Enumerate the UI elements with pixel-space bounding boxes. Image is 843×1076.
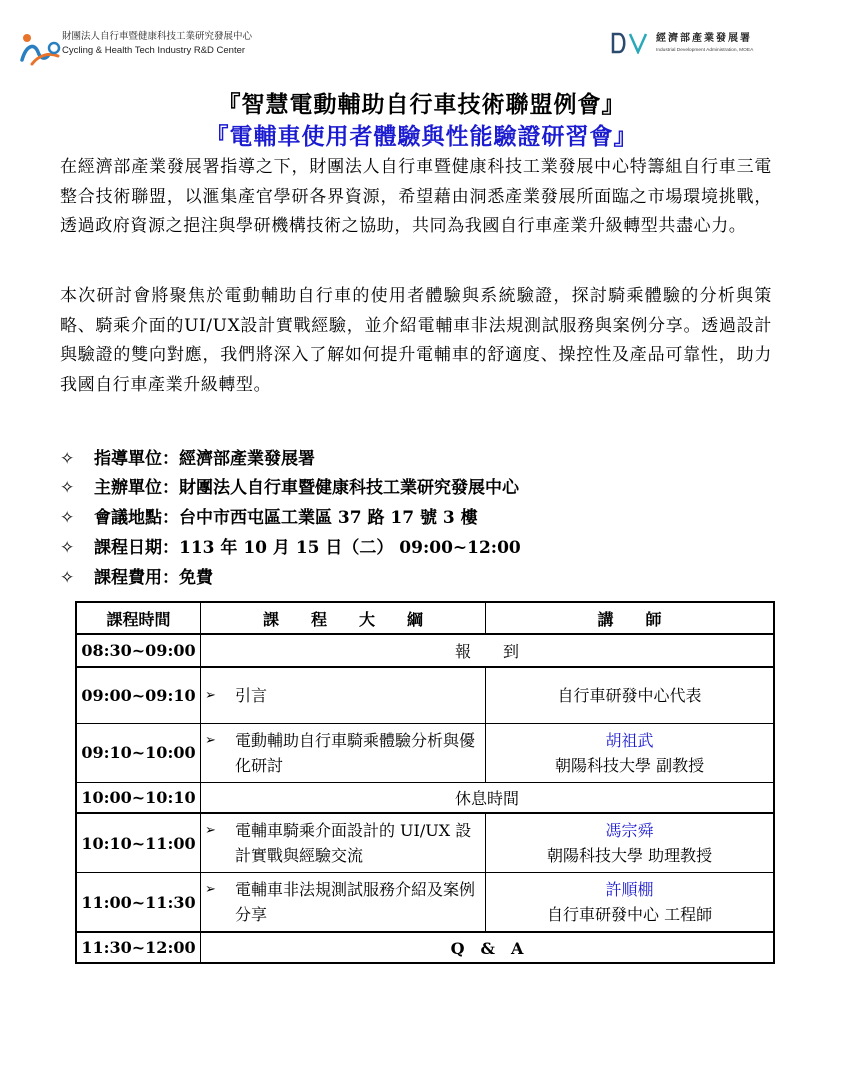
page-header — [0, 0, 843, 80]
topic-text: 電輔車非法規測試服務介紹及案例分享 — [234, 880, 475, 924]
row-time: 10:00~10:10 — [76, 782, 200, 813]
row-time: 11:00~11:30 — [76, 873, 200, 933]
table-row — [76, 873, 774, 933]
header-outline: 課 程 大 綱 — [200, 602, 485, 634]
row-topic — [200, 813, 485, 873]
table-row — [76, 634, 774, 667]
row-time: 10:10~11:00 — [76, 813, 200, 873]
table-row — [76, 932, 774, 963]
row-span-text: 休息時間 — [200, 782, 774, 813]
arrow-bullet-icon: ➢ — [204, 823, 216, 838]
arrow-bullet-icon: ➢ — [204, 687, 216, 703]
table-row — [76, 723, 774, 782]
info-item-venue — [60, 505, 478, 531]
info-item-text: 指導單位：經濟部產業發展署 — [94, 449, 315, 469]
star-bullet-icon: ✧ — [60, 478, 75, 498]
seminar-paragraph: 本次研討會將聚焦於電動輔助自行車的使用者體驗與系統驗證，探討騎乘體驗的分析與策略、騎乘介面的UI/UX設計實戰經驗，並介紹電輔車非法規測試服務與案例分享。透過設計與驗證的雙向對應，我們將深入了解如何提升電輔車的舒適度、操控性及產品可靠性，助力我國自行車產業升級轉型。 — [60, 286, 772, 395]
row-span-text: 報 到 — [200, 634, 774, 667]
cycling-center-name — [62, 30, 252, 58]
table-row — [76, 667, 774, 723]
row-time: 09:10~10:00 — [76, 723, 200, 782]
header-time: 課程時間 — [76, 602, 200, 634]
ida-name — [656, 33, 753, 57]
row-topic — [200, 723, 485, 782]
info-item-text: 主辦單位：財團法人自行車暨健康科技工業研究發展中心 — [94, 478, 519, 498]
row-topic — [200, 873, 485, 933]
header-lecturer: 講 師 — [486, 602, 774, 634]
lecturer-title: 朝陽科技大學 副教授 — [554, 755, 705, 775]
info-item-text: 課程日期：113 年 10 月 15 日（二） 09:00~12:00 — [94, 538, 521, 558]
lecturer-name: 胡祖武 — [605, 730, 654, 750]
row-time: 11:30~12:00 — [76, 932, 200, 963]
sub-title: 『電輔車使用者體驗與性能驗證研習會』 — [205, 123, 638, 150]
info-item-guidance — [60, 446, 315, 472]
ida-name-en: Industrial Development Administration, MOEA — [656, 48, 754, 53]
lecturer-name: 許順棚 — [605, 880, 654, 899]
schedule-header-row — [76, 602, 774, 634]
table-row — [76, 782, 774, 813]
star-bullet-icon: ✧ — [60, 508, 75, 528]
lecturer-name: 馮宗舜 — [605, 821, 654, 840]
ida-name-zh: 經濟部產業發展署 — [656, 33, 752, 44]
star-bullet-icon: ✧ — [60, 538, 75, 558]
cycling-center-name-zh: 財團法人自行車暨健康科技工業研究發展中心 — [62, 31, 253, 42]
star-bullet-icon: ✧ — [60, 568, 75, 588]
topic-text: 引言 — [234, 685, 267, 705]
info-item-date — [60, 535, 521, 561]
row-time: 08:30~09:00 — [76, 634, 200, 667]
topic-text: 電動輔助自行車騎乘體驗分析與優化研討 — [234, 730, 475, 775]
schedule-table — [75, 601, 775, 964]
arrow-bullet-icon: ➢ — [204, 732, 216, 748]
intro-paragraph: 在經濟部產業發展署指導之下，財團法人自行車暨健康科技工業發展中心特籌組自行車三電整合技術聯盟，以滙集產官學研各界資源，希望藉由洞悉產業發展所面臨之市場環境挑戰，透過政府資源之挹注與學研機構技術之協助，共同為我國自行車產業升級轉型共盡心力。 — [60, 157, 772, 236]
ida-logo-icon — [610, 32, 650, 54]
topic-text: 電輔車騎乘介面設計的 UI/UX 設計實戰與經驗交流 — [234, 821, 472, 865]
info-item-fee — [60, 565, 213, 591]
info-item-organizer — [60, 475, 519, 501]
row-lecturer — [486, 813, 774, 873]
main-title: 『智慧電動輔助自行車技術聯盟例會』 — [217, 91, 626, 118]
star-bullet-icon: ✧ — [60, 449, 75, 469]
row-topic — [200, 667, 485, 723]
cycling-center-name-en: Cycling & Health Tech Industry R&D Center — [62, 45, 246, 56]
table-row — [76, 813, 774, 873]
row-lecturer — [486, 667, 774, 723]
info-item-text: 課程費用：免費 — [94, 568, 213, 588]
row-lecturer — [486, 873, 774, 933]
row-span-text: Q & A — [200, 932, 774, 963]
arrow-bullet-icon: ➢ — [204, 882, 216, 897]
row-time: 09:00~09:10 — [76, 667, 200, 723]
cycling-center-logo-icon — [18, 26, 64, 68]
row-lecturer — [486, 723, 774, 782]
lecturer-title: 自行車研發中心代表 — [557, 685, 702, 705]
lecturer-title: 朝陽科技大學 助理教授 — [546, 846, 713, 865]
lecturer-title: 自行車研發中心 工程師 — [546, 905, 713, 924]
info-item-text: 會議地點：台中市西屯區工業區 37 路 17 號 3 樓 — [94, 508, 478, 528]
